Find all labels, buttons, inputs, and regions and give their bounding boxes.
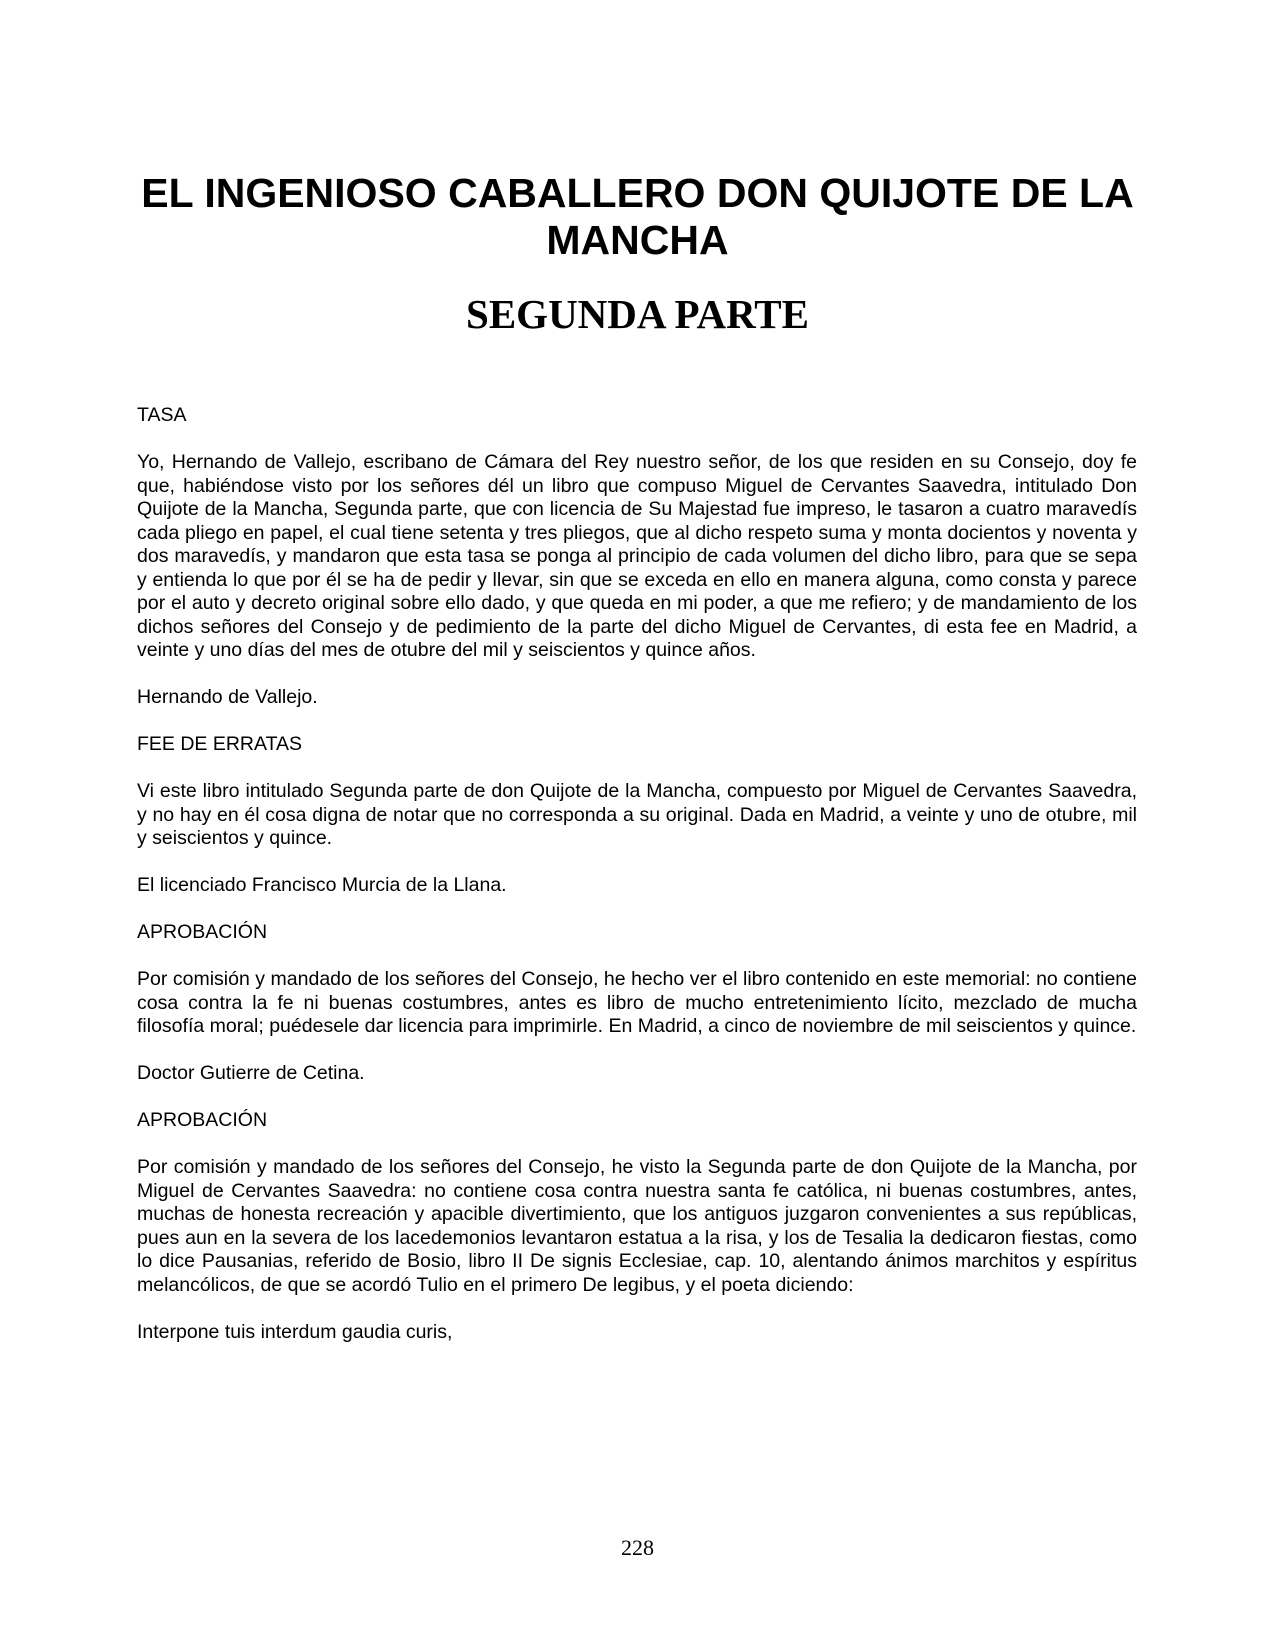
aprobacion-heading-2: APROBACIÓN — [137, 1109, 268, 1131]
tasa-signature: Hernando de Vallejo. — [137, 686, 318, 708]
part-subtitle: SEGUNDA PARTE — [466, 291, 809, 337]
tasa-heading: TASA — [137, 404, 187, 426]
aprobacion-heading-1: APROBACIÓN — [137, 921, 268, 943]
tasa-paragraph: Yo, Hernando de Vallejo, escribano de Cámara del Rey nuestro señor, de los que residen en su Consejo, doy fe que, habiéndose visto por los señores dél un libro que compuso Miguel de Cervantes Saavedra, intitulado Don Quijote de la Mancha, Segunda parte, que con licencia de Su Majestad fue impreso, le tasaron a cuatro maravedís cada pliego en papel, el cual tiene setenta y tres pliegos, que al dicho respeto suma y monta docientos y noventa y dos maravedís, y mandaron que esta tasa se ponga al principio de cada volumen del dicho libro, para que se sepa y entienda lo que por él se ha de pedir y llevar, sin que se exceda en ello en manera alguna, como consta y parece por el auto y decreto original sobre ello dado, y que queda en mi poder, a que me refiero; y de mandamiento de los dichos señores del Consejo y de pedimiento de la parte del dicho Miguel de Cervantes, di esta fee en Madrid, a veinte y uno días del mes de otubre del mil y seiscientos y quince años. — [137, 451, 1137, 661]
erratas-paragraph: Vi este libro intitulado Segunda parte de don Quijote de la Mancha, compuesto por Miguel de Cervantes Saavedra, y no hay en él cosa digna de notar que no corresponda a su original. Dada en Madrid, a veinte y uno de otubre, mil y seiscientos y quince. — [137, 780, 1137, 849]
document-body — [137, 404, 1137, 1368]
verse-line: Interpone tuis interdum gaudia curis, — [137, 1320, 453, 1343]
erratas-signature: El licenciado Francisco Murcia de la Llana. — [137, 874, 507, 896]
book-title: EL INGENIOSO CABALLERO DON QUIJOTE DE LA MANCHA — [141, 170, 1134, 263]
aprobacion-paragraph-1: Por comisión y mandado de los señores del Consejo, he hecho ver el libro contenido en este memorial: no contiene cosa contra la fe ni buenas costumbres, antes es libro de mucho entretenimiento lícito, mezclado de mucha filosofía moral; puédesele dar licencia para imprimirle. En Madrid, a cinco de noviembre de mil seiscientos y quince. — [137, 968, 1137, 1037]
erratas-heading: FEE DE ERRATAS — [137, 733, 303, 755]
aprobacion-paragraph-2: Por comisión y mandado de los señores del Consejo, he visto la Segunda parte de don Quijote de la Mancha, por Miguel de Cervantes Saavedra: no contiene cosa contra nuestra santa fe católica, ni buenas costumbres, antes, muchas de honesta recreación y apacible divertimiento, que los antiguos juzgaron convenientes a sus repúblicas, pues aun en la severa de los lacedemonios levantaron estatua a la risa, y los de Tesalia la dedicaron fiestas, como lo dice Pausanias, referido de Bosio, libro II De signis Ecclesiae, cap. 10, alentando ánimos marchitos y espíritus melancólicos, de que se acordó Tulio en el primero De legibus, y el poeta diciendo: — [137, 1156, 1137, 1296]
page-number: 228 — [621, 1535, 654, 1560]
aprobacion-signature-1: Doctor Gutierre de Cetina. — [137, 1062, 365, 1084]
